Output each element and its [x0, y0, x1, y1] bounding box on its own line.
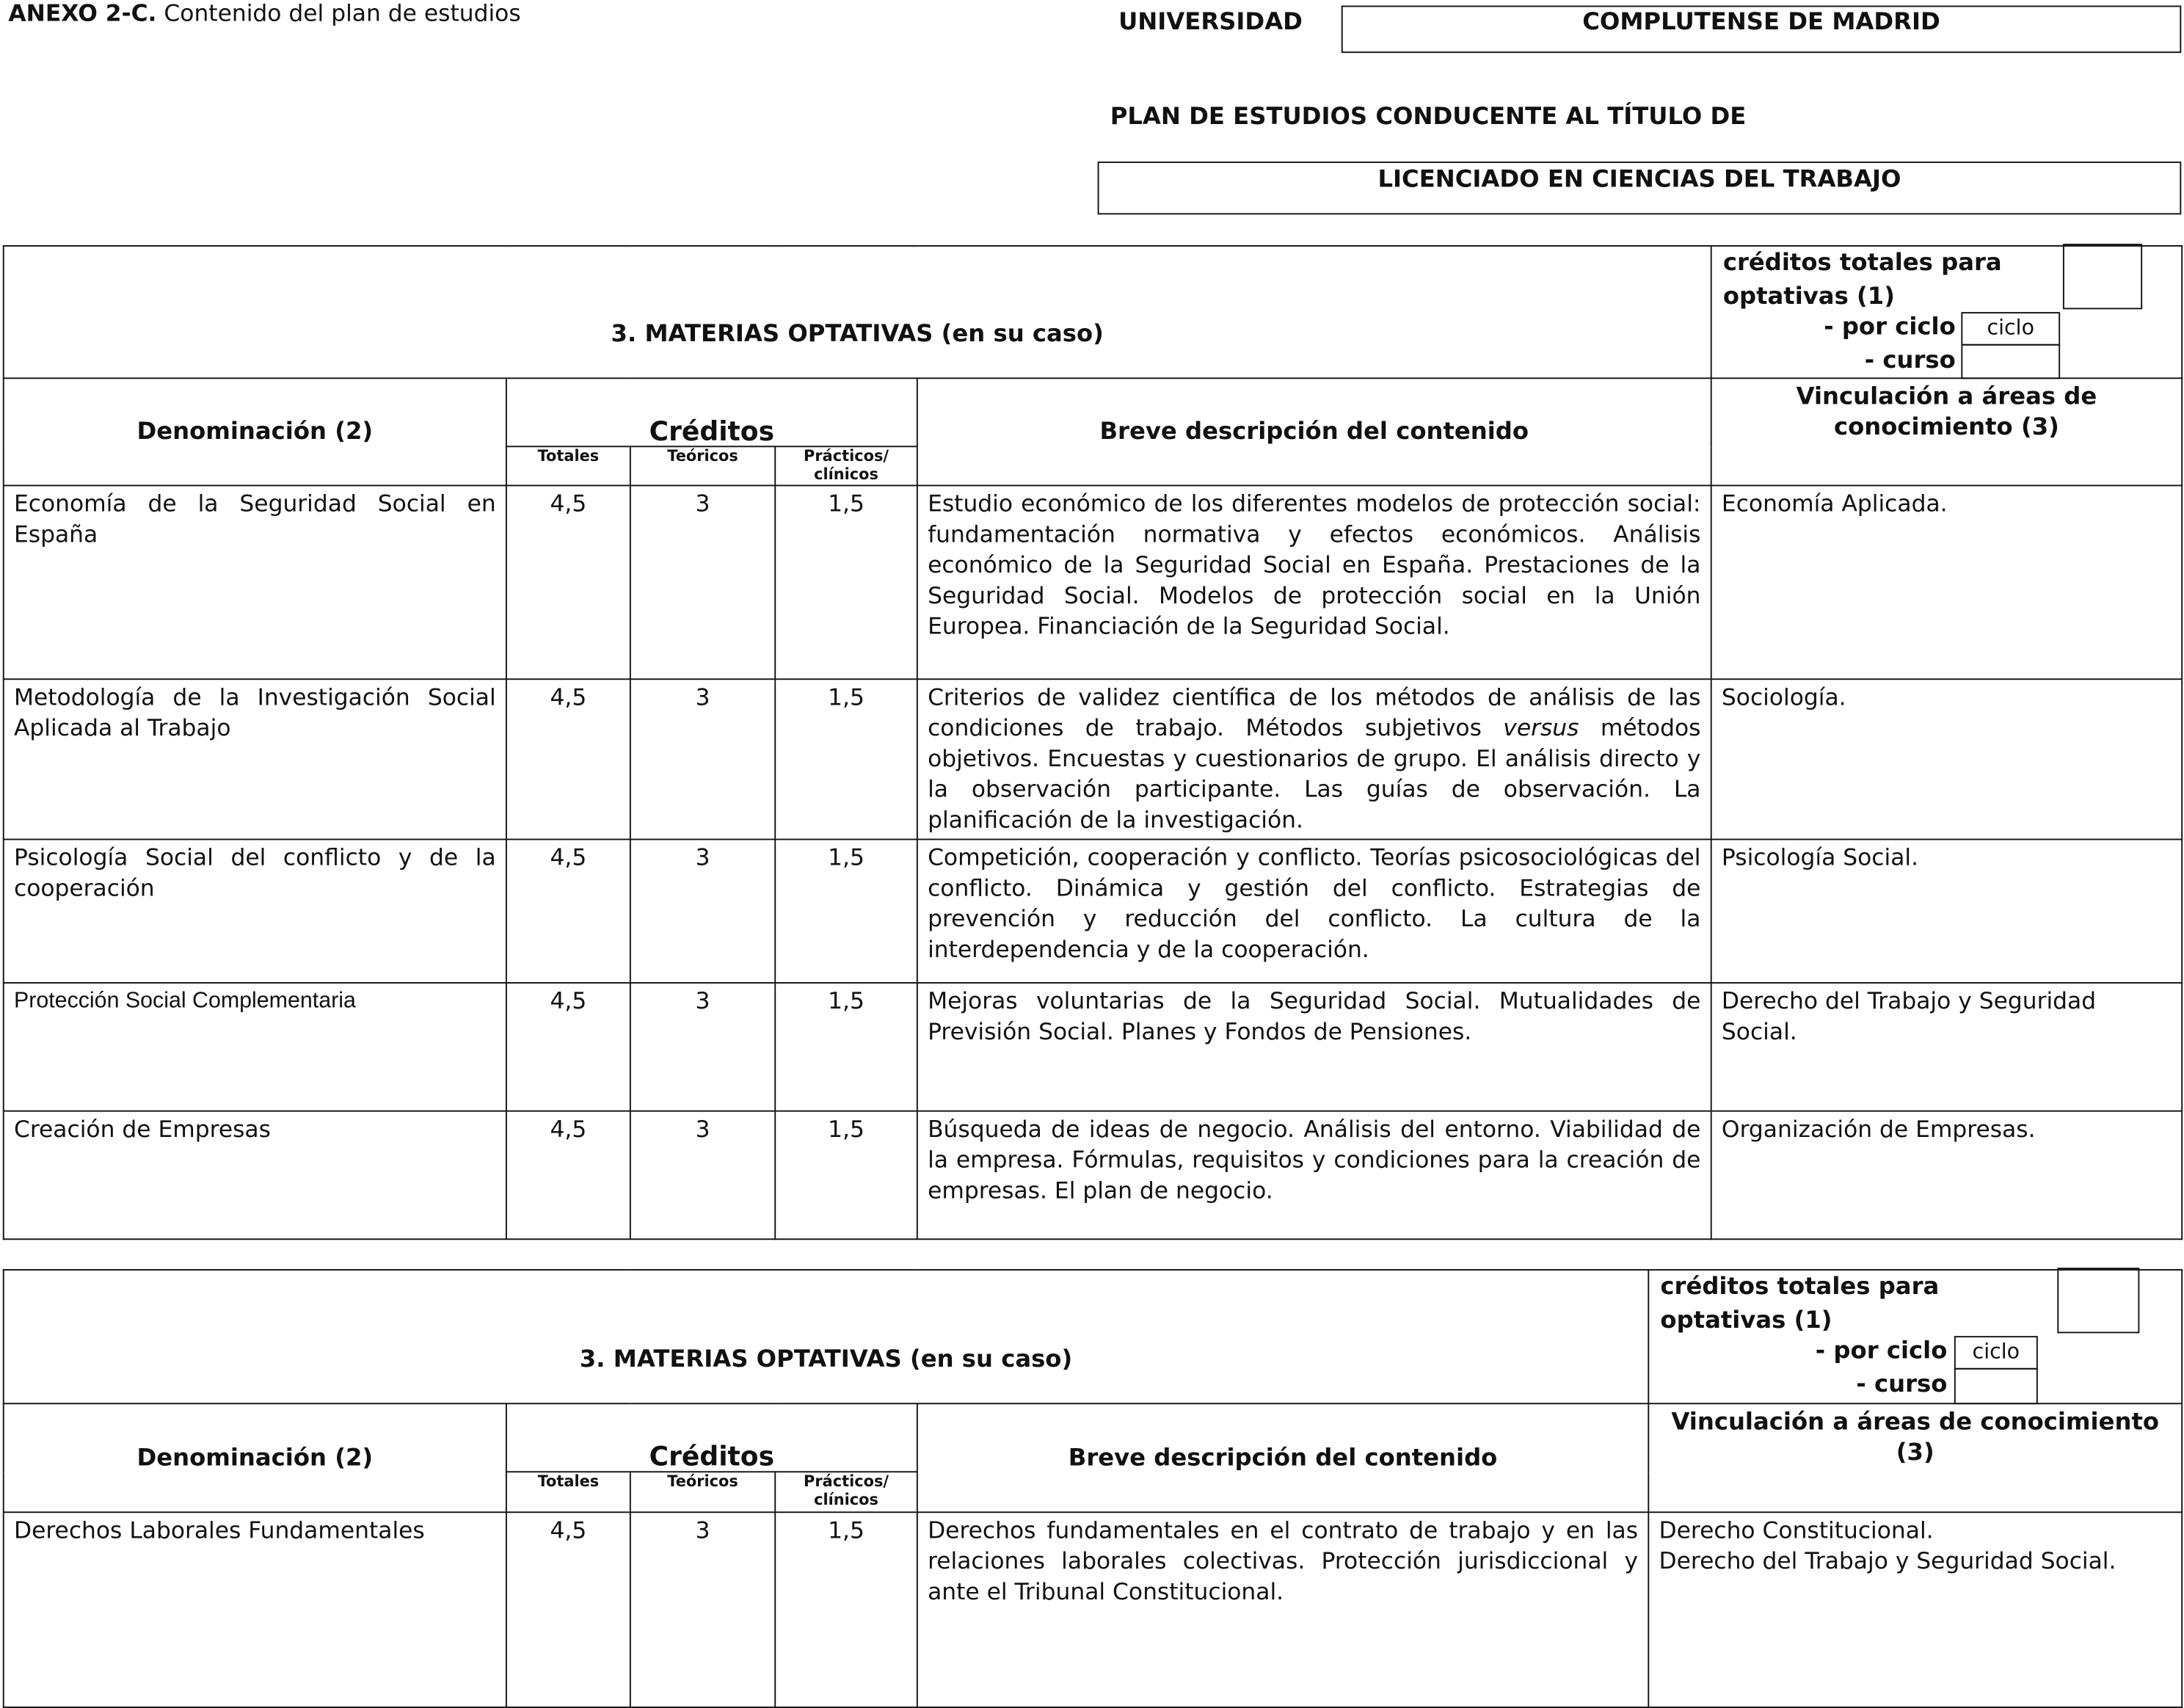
- col-teoricos: Teóricos: [630, 446, 775, 485]
- credits-total-label: créditos totales para optativas (1): [1660, 1273, 1940, 1335]
- section-title: 3. MATERIAS OPTATIVAS (en su caso): [4, 1270, 1649, 1403]
- credits-total-box: [2057, 1268, 2139, 1333]
- por-ciclo-label: - por ciclo: [1824, 313, 1956, 342]
- credits-totales: 4,5: [506, 983, 630, 1111]
- credits-teoricos: 3: [630, 485, 775, 679]
- col-practicos: Prácticos/ clínicos: [775, 1472, 917, 1512]
- table-row: [4, 1111, 2182, 1240]
- knowledge-area: Sociología.: [1711, 679, 2183, 839]
- credits-practicos: 1,5: [775, 485, 917, 679]
- degree-title: LICENCIADO EN CIENCIAS DEL TRABAJO: [1098, 161, 2182, 214]
- col-descripcion: Breve descripción del contenido: [917, 1403, 1648, 1512]
- credits-total-label: créditos totales para optativas (1): [1722, 249, 2002, 311]
- credits-teoricos: 3: [630, 1111, 775, 1240]
- credits-totales: 4,5: [506, 679, 630, 839]
- credits-total-cell: [1711, 246, 2183, 378]
- credits-totales: 4,5: [506, 840, 630, 983]
- subject-name: Protección Social Complementaria: [4, 983, 506, 1111]
- curso-label: - curso: [1856, 1370, 1948, 1399]
- table-row: [4, 840, 2182, 983]
- subject-description: Criterios de validez científica de los métodos de análisis de las condiciones de trabajo. Métodos subjetivos versus métodos objetivos. Encuestas y cuestionarios de grupo. El análisis directo y la observación participante. Las guías de observación. La planificación de la investigación.: [917, 679, 1711, 839]
- annex-heading: [8, 0, 520, 26]
- subject-name: Economía de la Seguridad Social en España: [4, 485, 506, 679]
- credits-teoricos: 3: [630, 840, 775, 983]
- credits-practicos: 1,5: [775, 983, 917, 1111]
- col-creditos: Créditos: [506, 1403, 917, 1472]
- curso-label: - curso: [1864, 346, 1956, 375]
- subject-name: Creación de Empresas: [4, 1111, 506, 1240]
- col-teoricos: Teóricos: [630, 1472, 775, 1512]
- col-totales: Totales: [506, 1472, 630, 1512]
- table-row: [4, 1512, 2182, 1707]
- credits-totales: 4,5: [506, 485, 630, 679]
- credits-practicos: 1,5: [775, 840, 917, 983]
- subject-description: Mejoras voluntarias de la Seguridad Social. Mutualidades de Previsión Social. Planes y Fondos de Pensiones.: [917, 983, 1711, 1111]
- credits-teoricos: 3: [630, 1512, 775, 1707]
- credits-totales: 4,5: [506, 1111, 630, 1240]
- col-practicos: Prácticos/ clínicos: [775, 446, 917, 485]
- optativas-table-1: [3, 245, 2183, 1240]
- section-title: 3. MATERIAS OPTATIVAS (en su caso): [4, 246, 1711, 378]
- subject-description: Estudio económico de los diferentes modelos de protección social: fundamentación normativa y efectos económicos. Análisis económico de la Seguridad Social en España. Prestaciones de la Seguridad Social. Modelos de protección social en la Unión Europea. Financiación de la Seguridad Social.: [917, 485, 1711, 679]
- knowledge-area: Psicología Social.: [1711, 840, 2183, 983]
- por-ciclo-label: - por ciclo: [1815, 1337, 1948, 1366]
- table-row: [4, 485, 2182, 679]
- subject-name: Psicología Social del conflicto y de la cooperación: [4, 840, 506, 983]
- credits-practicos: 1,5: [775, 1111, 917, 1240]
- annex-label: ANEXO 2-C.: [8, 0, 157, 27]
- annex-text: Contenido del plan de estudios: [164, 0, 521, 27]
- credits-teoricos: 3: [630, 679, 775, 839]
- subject-description: Derechos fundamentales en el contrato de trabajo y en las relaciones laborales colectivas. Protección jurisdiccional y ante el Tribunal Constitucional.: [917, 1512, 1648, 1707]
- col-creditos: Créditos: [506, 378, 917, 446]
- credits-practicos: 1,5: [775, 1512, 917, 1707]
- table-row: [4, 983, 2182, 1111]
- knowledge-area: Economía Aplicada.: [1711, 485, 2183, 679]
- col-denominacion: Denominación (2): [4, 378, 506, 485]
- col-descripcion: Breve descripción del contenido: [917, 378, 1711, 485]
- knowledge-area: Derecho Constitucional. Derecho del Trabajo y Seguridad Social.: [1648, 1512, 2182, 1707]
- optativas-table-2: [3, 1269, 2183, 1708]
- subject-description: Competición, cooperación y conflicto. Teorías psicosociológicas del conflicto. Dinámica y gestión del conflicto. Estrategias de prevención y reducción del conflicto. La cultura de la interdependencia y de la cooperación.: [917, 840, 1711, 983]
- curso-box: [1954, 1368, 2038, 1404]
- knowledge-area: Organización de Empresas.: [1711, 1111, 2183, 1240]
- subject-description: Búsqueda de ideas de negocio. Análisis del entorno. Viabilidad de la empresa. Fórmulas, requisitos y condiciones para la creación de empresas. El plan de negocio.: [917, 1111, 1711, 1240]
- plan-label: PLAN DE ESTUDIOS CONDUCENTE AL TÍTULO DE: [1110, 103, 1747, 131]
- col-vinculacion: Vinculación a áreas de conocimiento (3): [1711, 378, 2183, 485]
- subject-name: Metodología de la Investigación Social Aplicada al Trabajo: [4, 679, 506, 839]
- credits-total-cell: [1648, 1270, 2182, 1403]
- ciclo-box: ciclo: [1961, 312, 2060, 346]
- university-label: UNIVERSIDAD: [1118, 8, 1303, 37]
- col-denominacion: Denominación (2): [4, 1403, 506, 1512]
- university-value: COMPLUTENSE DE MADRID: [1342, 6, 2181, 54]
- ciclo-box: ciclo: [1954, 1336, 2038, 1370]
- curso-box: [1961, 344, 2060, 379]
- credits-practicos: 1,5: [775, 679, 917, 839]
- credits-teoricos: 3: [630, 983, 775, 1111]
- col-totales: Totales: [506, 446, 630, 485]
- col-vinculacion: Vinculación a áreas de conocimiento (3): [1648, 1403, 2182, 1512]
- credits-total-box: [2063, 244, 2142, 309]
- knowledge-area: Derecho del Trabajo y Seguridad Social.: [1711, 983, 2183, 1111]
- table-row: [4, 679, 2182, 839]
- credits-totales: 4,5: [506, 1512, 630, 1707]
- subject-name: Derechos Laborales Fundamentales: [4, 1512, 506, 1707]
